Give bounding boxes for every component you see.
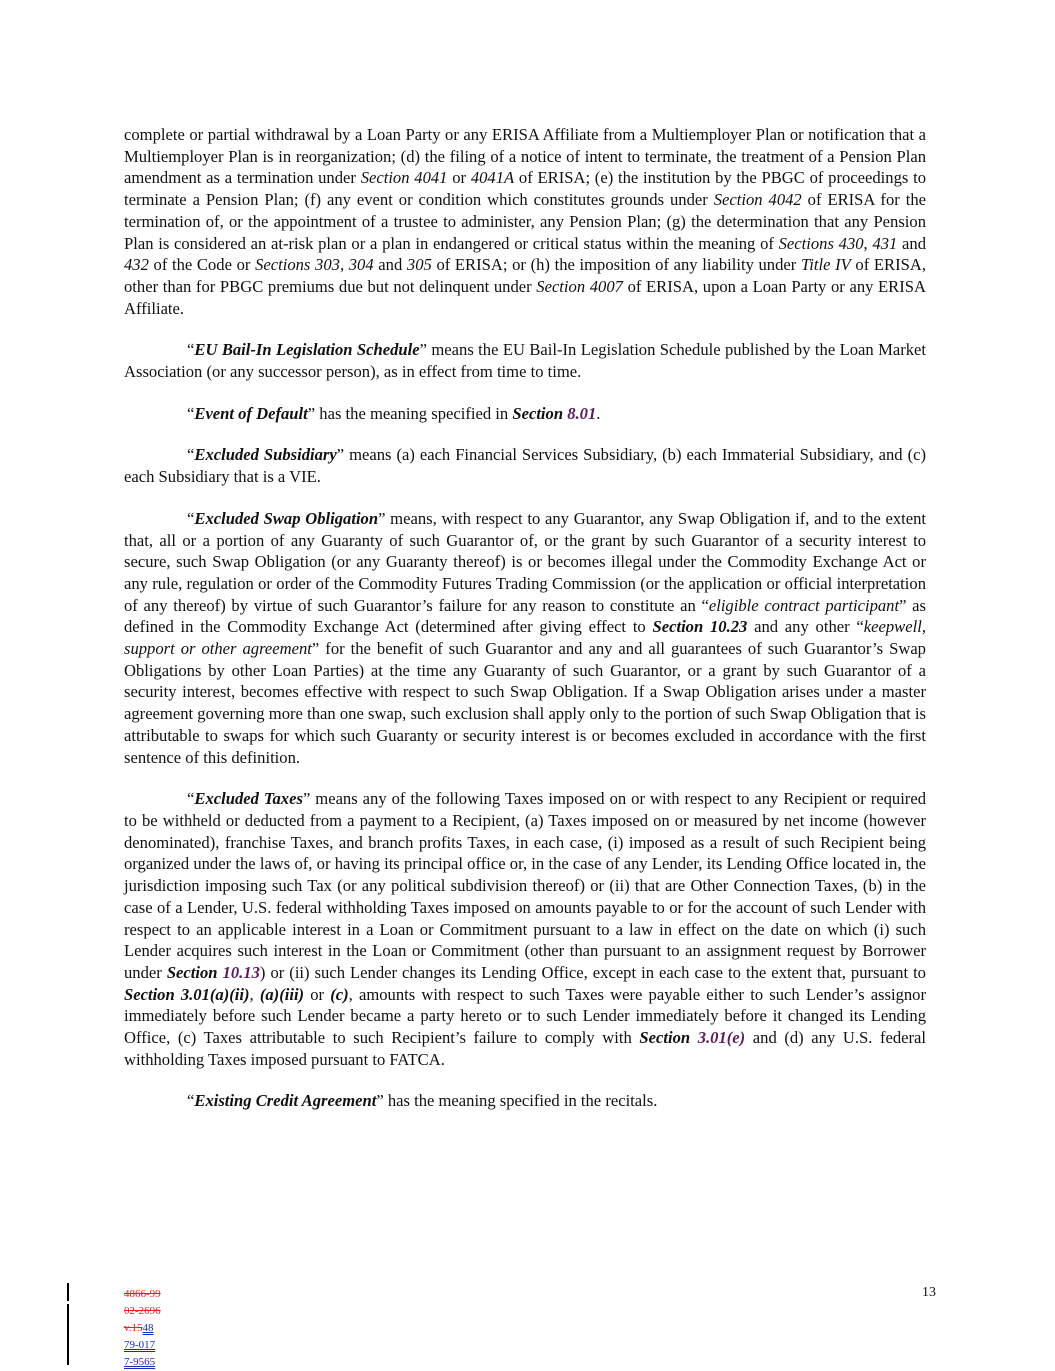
defined-term: EU Bail-In Legislation Schedule — [194, 340, 420, 360]
document-page — [124, 124, 926, 1112]
inserted-id-text: 7-9565 — [124, 1356, 156, 1368]
page-number: 13 — [922, 1285, 936, 1300]
definition-excluded-taxes: “Excluded Taxes” means any of the following Taxes imposed on or with respect to any Recipient or required to be withheld or deducted from a payment to a Recipient, (a) Taxes imposed on or measured by net income (however denominated), franchise Taxes, and branch profits Taxes, in each case, (i) imposed as a result of such Recipient being organized under the laws of, or having its principal office or, in the case of any Lender, its Lending Office located in, the jurisdiction imposing such Tax (or any political subdivision thereof) or (ii) that are Other Connection Taxes, (b) in the case of a Lender, U.S. federal withholding Taxes imposed on amounts payable to or for the account of such Lender with respect to an applicable interest in a Loan or Commitment pursuant to a law in effect on the date on which (i) such Lender acquires such interest in the Loan or Commitment (other than pursuant to an assignment request by Borrower under Section 10.13) or (ii) such Lender changes its Lending Office, except in each case to the extent that, pursuant to Section 3.01(a)(ii), (a)(iii) or (c), amounts with respect to such Taxes were payable either to such Lender’s assignor immediately before such Lender became a party hereto or to such Lender immediately before it changed its Lending Office, (c) Taxes attributable to such Recipient’s failure to comply with Section 3.01(e) and (d) any U.S. federal withholding Taxes imposed pursuant to FATCA. — [124, 789, 927, 1069]
definition-existing-credit-agreement: “Existing Credit Agreement” has the meaning specified in the recitals. — [187, 1091, 658, 1111]
definition-excluded-swap-obligation: “Excluded Swap Obligation” means, with respect to any Guarantor, any Swap Obligation if, and to the extent that, all or a portion of any Guaranty of such Guarantor of, or the grant by such Guarantor of a security interest to secure, such Swap Obligation (or any Guaranty thereof) is or becomes illegal under the Commodity Exchange Act or any rule, regulation or order of the Commodity Futures Trading Commission (or the application or official interpretation of any thereof) by virtue of such Guarantor’s failure for any reason to constitute an “eligible contract participant” as defined in the Commodity Exchange Act (determined after giving effect to Section 10.23 and any other “keepwell, support or other agreement” for the benefit of such Guarantor and any and all guarantees of such Guarantor’s Swap Obligations by other Loan Parties) at the time any Guaranty of such Guarantor, or a grant by such Guarantor of a security interest, becomes effective with respect to such Swap Obligation. If a Swap Obligation arises under a master agreement governing more than one swap, such exclusion shall apply only to the portion of such Swap Obligation that is attributable to swaps for which such Guaranty or security interest is or becomes excluded in accordance with the first sentence of this definition. — [124, 508, 926, 767]
defined-term: Existing Credit Agreement — [194, 1091, 377, 1111]
inserted-id-text: 48 — [142, 1322, 154, 1334]
section-link[interactable]: 10.13 — [222, 962, 260, 982]
definition-event-of-default: “Event of Default” has the meaning specified in Section 8.01. — [187, 403, 601, 423]
defined-term: Excluded Taxes — [194, 789, 303, 809]
section-link[interactable]: 3.01(e) — [697, 1028, 746, 1048]
defined-term: Event of Default — [194, 403, 308, 423]
defined-term: Excluded Swap Obligation — [194, 508, 379, 528]
document-id-footer — [124, 1286, 161, 1371]
section-reference: Section 10.23 — [652, 617, 748, 637]
definition-excluded-subsidiary: “Excluded Subsidiary” means (a) each Financial Services Subsidiary, (b) each Immaterial Subsidiary, and (c) each Subsidiary that is a VIE. — [124, 445, 926, 487]
change-bar — [67, 1304, 69, 1365]
section-reference: Section 3.01(a)(ii) — [124, 984, 250, 1004]
change-bar — [67, 1283, 69, 1301]
deleted-id-text: 4866-99 — [124, 1288, 161, 1300]
deleted-id-text: v.15 — [124, 1322, 143, 1334]
erisa-event-continuation: complete or partial withdrawal by a Loan Party or any ERISA Affiliate from a Multiemployer Plan or notification that a Multiemployer Plan is in reorganization; (d) the filing of a notice of intent to terminate, the treatment of a Pension Plan amendment as a termination under Section 4041 or 4041A of ERISA; (e) the institution by the PBGC of proceedings to terminate a Pension Plan; (f) any event or condition which constitutes grounds under Section 4042 of ERISA for the termination of, or the appointment of a trustee to administer, any Pension Plan; (g) the determination that any Pension Plan is considered an at-risk plan or a plan in endangered or critical status within the meaning of Sections 430, 431 and 432 of the Code or Sections 303, 304 and 305 of ERISA; or (h) the imposition of any liability under Title IV of ERISA, other than for PBGC premiums due but not delinquent under Section 4007 of ERISA, upon a Loan Party or any ERISA Affiliate. — [124, 125, 927, 318]
defined-term: Excluded Subsidiary — [194, 445, 337, 465]
definition-eu-bail-in: “EU Bail-In Legislation Schedule” means the EU Bail-In Legislation Schedule published by the Loan Market Association (or any successor person), as in effect from time to time. — [124, 340, 926, 382]
inserted-id-text: 79-017 — [124, 1339, 156, 1351]
section-link[interactable]: 8.01 — [567, 403, 597, 423]
deleted-id-text: 02-2696 — [124, 1305, 161, 1317]
